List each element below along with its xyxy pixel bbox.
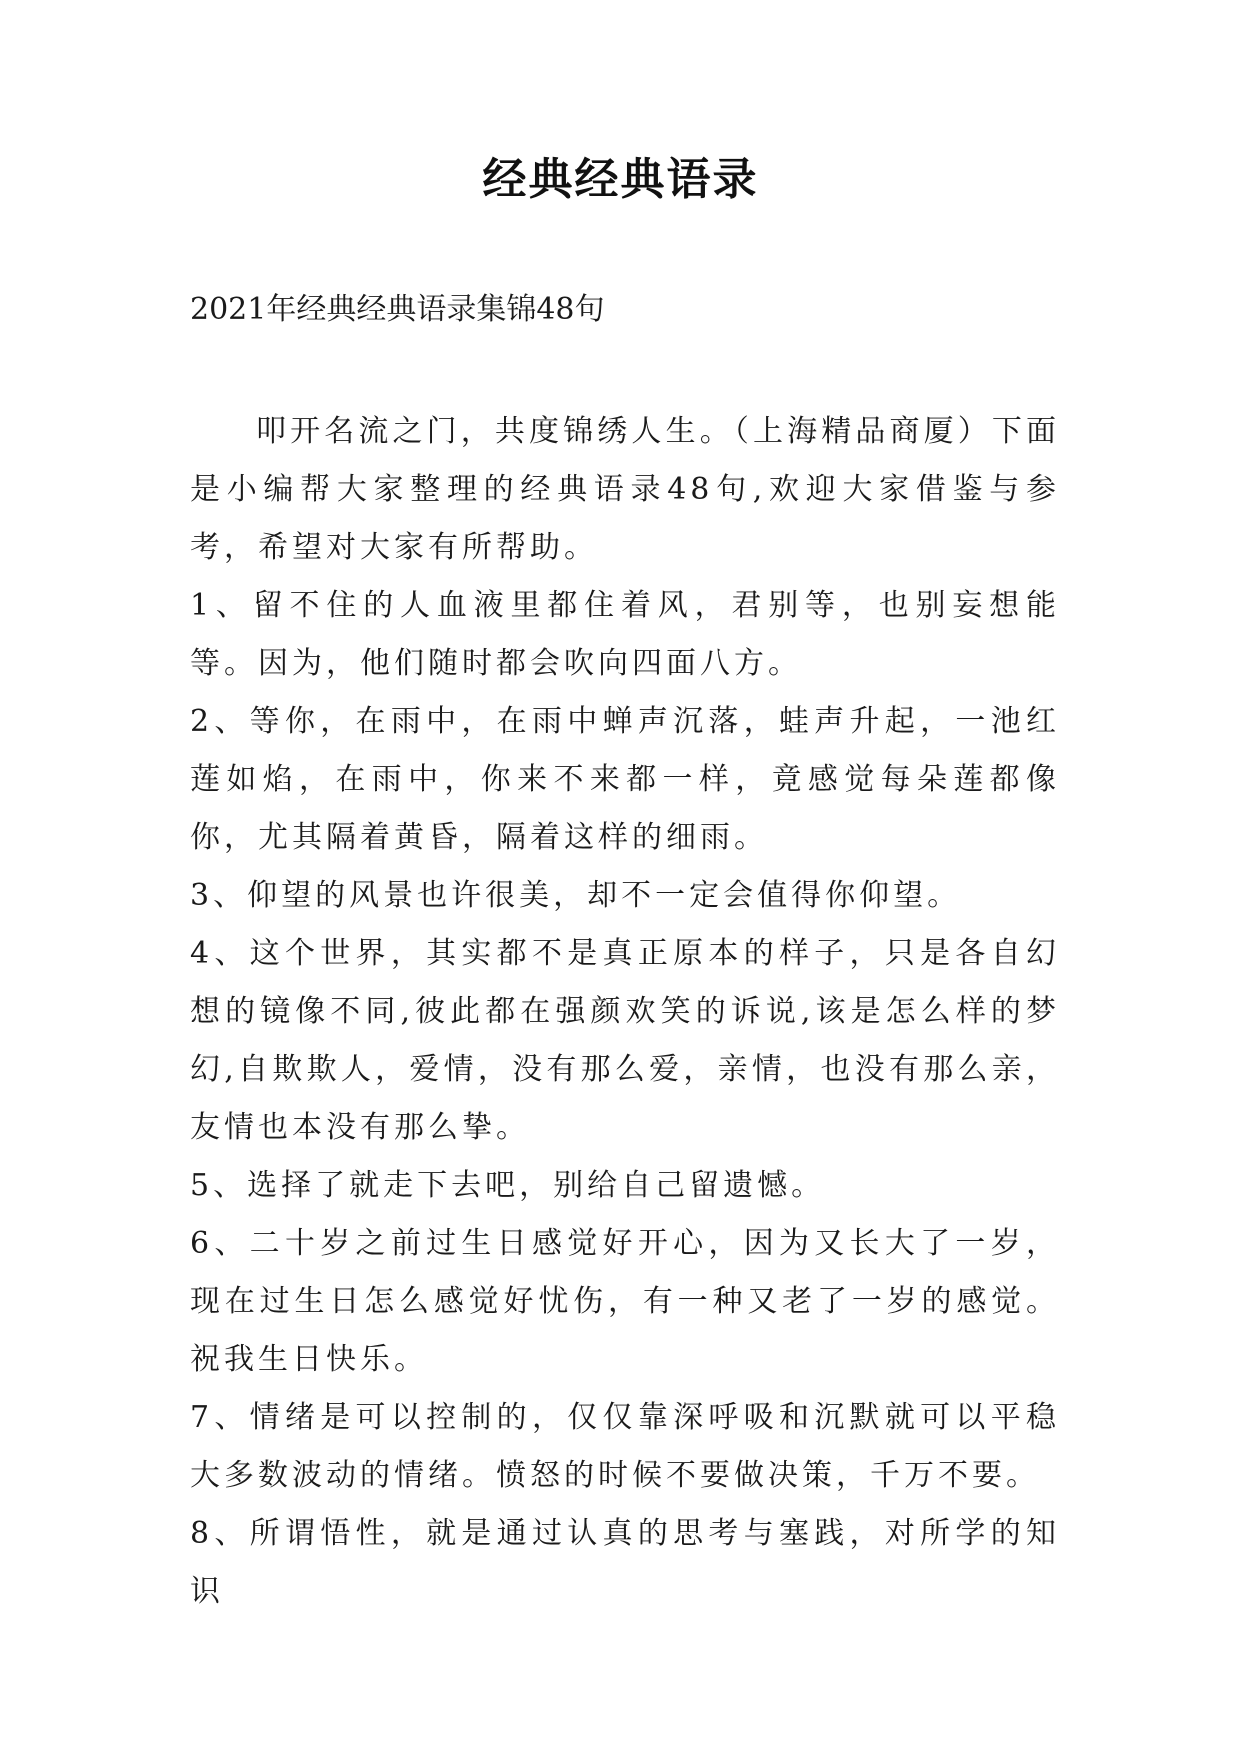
document-title: 经典经典语录: [482, 154, 759, 205]
quote-item-6: 6、二十岁之前过生日感觉好开心，因为又长大了一岁，现在过生日怎么感觉好忧伤，有一种又老了一岁的感觉。祝我生日快乐。: [190, 1226, 1060, 1377]
quote-item-3: 3、仰望的风景也许很美，却不一定会值得你仰望。: [190, 878, 962, 913]
document-body: [190, 403, 1060, 1621]
quote-item-7: 7、情绪是可以控制的，仅仅靠深呼吸和沉默就可以平稳大多数波动的情绪。愤怒的时候不要做决策，千万不要。: [190, 1400, 1060, 1493]
quote-item-8: 8、所谓悟性，就是通过认真的思考与塞践，对所学的知识: [190, 1516, 1060, 1609]
quote-item-1: 1、留不住的人血液里都住着风，君别等，也别妄想能等。因为，他们随时都会吹向四面八方。: [190, 588, 1060, 681]
quote-item-5: 5、选择了就走下去吧，别给自己留遗憾。: [190, 1168, 826, 1203]
quote-item-2: 2、等你，在雨中，在雨中蝉声沉落，蛙声升起，一池红莲如焰，在雨中，你来不来都一样，竟感觉每朵莲都像你，尤其隔着黄昏，隔着这样的细雨。: [190, 704, 1060, 855]
document-subtitle: 2021年经典经典语录集锦48句: [190, 292, 605, 327]
intro-paragraph: 叩开名流之门，共度锦绣人生。（上海精品商厦）下面是小编帮大家整理的经典语录48句,欢迎大家借鉴与参考，希望对大家有所帮助。: [190, 414, 1060, 565]
quote-item-4: 4、这个世界，其实都不是真正原本的样子，只是各自幻想的镜像不同,彼此都在强颜欢笑的诉说,该是怎么样的梦幻,自欺欺人，爱情，没有那么爱，亲情，也没有那么亲，友情也本没有那么挚。: [190, 936, 1060, 1145]
